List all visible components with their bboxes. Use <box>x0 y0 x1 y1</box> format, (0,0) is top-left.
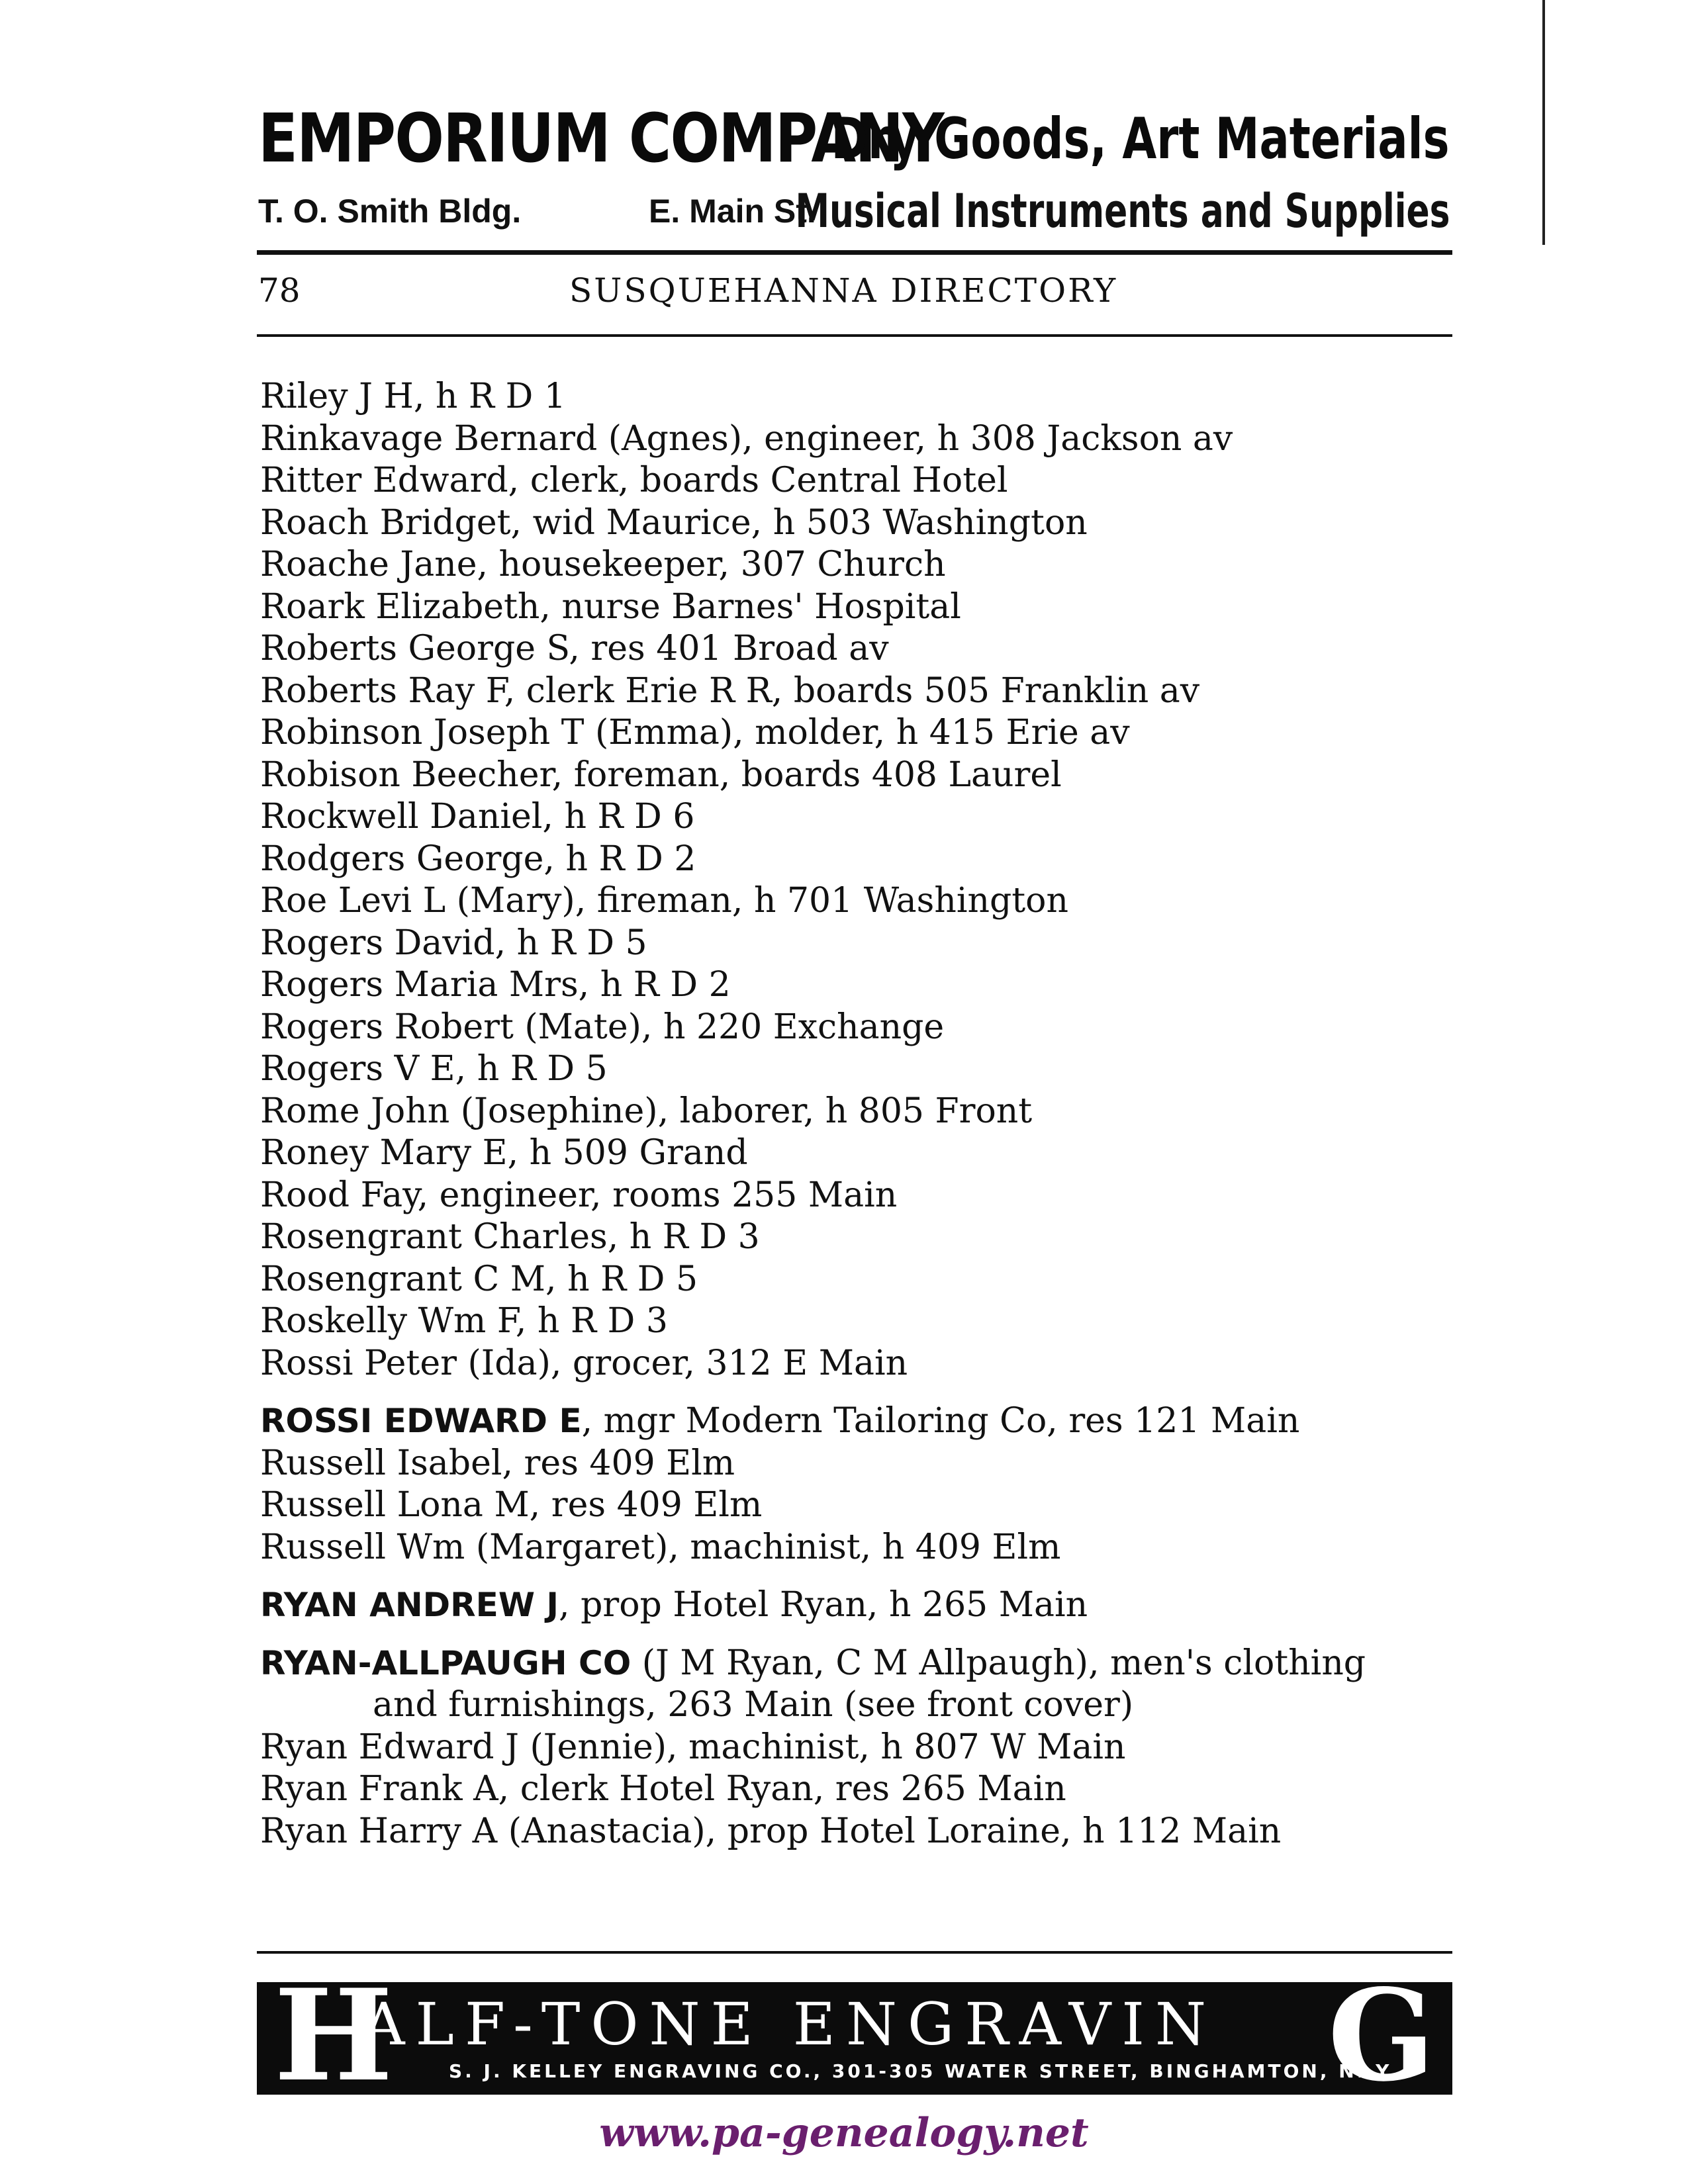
directory-title: SUSQUEHANNA DIRECTORY <box>569 271 1118 310</box>
list-item: ROSSI EDWARD E, mgr Modern Tailoring Co, res 121 Main <box>260 1401 1300 1441</box>
ad-title: ALF-TONE ENGRAVIN <box>363 1990 1217 2058</box>
running-head-rule <box>257 334 1452 337</box>
list-item: Ritter Edward, clerk, boards Central Hotel <box>260 461 1008 500</box>
list-item: Rossi Peter (Ida), grocer, 312 E Main <box>260 1343 908 1383</box>
company-name: EMPORIUM COMPANY <box>258 99 944 178</box>
list-item: Russell Lona M, res 409 Elm <box>260 1485 763 1525</box>
list-item: Ryan Frank A, clerk Hotel Ryan, res 265 Main <box>260 1769 1066 1809</box>
list-item-continuation: and furnishings, 263 Main (see front cover) <box>373 1685 1134 1725</box>
street-address: E. Main St. <box>649 193 816 230</box>
directory-entries <box>260 376 1465 1852</box>
header-rule <box>257 250 1452 255</box>
list-item: Ryan Edward J (Jennie), machinist, h 807 W Main <box>260 1727 1126 1767</box>
instruments-line: Musical Instruments and Supplies <box>794 184 1450 238</box>
ad-initial-letter: H <box>274 1962 393 2109</box>
list-item: Rodgers George, h R D 2 <box>260 839 696 879</box>
list-item: Rood Fay, engineer, rooms 255 Main <box>260 1175 898 1215</box>
ad-final-letter: G <box>1327 1962 1435 2109</box>
list-item: Roark Elizabeth, nurse Barnes' Hospital <box>260 586 961 627</box>
list-item: Roberts Ray F, clerk Erie R R, boards 505 Franklin av <box>260 670 1200 711</box>
list-item: Rogers V E, h R D 5 <box>260 1049 608 1089</box>
list-item: Rosengrant Charles, h R D 3 <box>260 1217 760 1257</box>
website-link[interactable]: www.pa-genealogy.net <box>599 2110 1089 2156</box>
list-item: Russell Isabel, res 409 Elm <box>260 1443 735 1483</box>
list-item: Robison Beecher, foreman, boards 408 Laurel <box>260 754 1062 795</box>
list-item: Rinkavage Bernard (Agnes), engineer, h 308 Jackson av <box>260 418 1233 459</box>
footer-rule <box>257 1951 1452 1954</box>
list-item: Rosengrant C M, h R D 5 <box>260 1259 698 1299</box>
header-advertisement <box>258 99 1450 245</box>
entry-bold-name: RYAN-ALLPAUGH CO <box>260 1643 632 1682</box>
list-item: Robinson Joseph T (Emma), molder, h 415 Erie av <box>260 713 1130 752</box>
ad-subtitle: S. J. KELLEY ENGRAVING CO., 301-305 WATER STREET, BINGHAMTON, N. Y. <box>449 2060 1399 2082</box>
list-item: Rome John (Josephine), laborer, h 805 Front <box>260 1091 1033 1131</box>
list-item: Rogers David, h R D 5 <box>260 923 647 963</box>
list-item: Rogers Robert (Mate), h 220 Exchange <box>260 1007 945 1047</box>
list-item: RYAN-ALLPAUGH CO (J M Ryan, C M Allpaugh), men's clothing <box>260 1643 1366 1683</box>
page-number: 78 <box>258 271 301 310</box>
goods-line: Dry Goods, Art Materials <box>831 106 1450 172</box>
list-item: Roskelly Wm F, h R D 3 <box>260 1301 668 1341</box>
list-item: Roney Mary E, h 509 Grand <box>260 1133 748 1173</box>
list-item: Riley J H, h R D 1 <box>260 377 566 416</box>
list-item: Ryan Harry A (Anastacia), prop Hotel Loraine, h 112 Main <box>260 1811 1282 1851</box>
list-item: Rockwell Daniel, h R D 6 <box>260 797 695 837</box>
list-item: Russell Wm (Margaret), machinist, h 409 Elm <box>260 1527 1061 1567</box>
list-item: Roache Jane, housekeeper, 307 Church <box>260 545 946 584</box>
list-item: Rogers Maria Mrs, h R D 2 <box>260 965 731 1005</box>
engraving-advertisement <box>257 1962 1452 2109</box>
list-item: Roach Bridget, wid Maurice, h 503 Washington <box>260 502 1088 543</box>
entry-bold-name: RYAN ANDREW J <box>260 1586 559 1624</box>
running-head <box>258 271 1450 324</box>
margin-rule <box>1542 0 1545 245</box>
list-item: RYAN ANDREW J, prop Hotel Ryan, h 265 Main <box>260 1585 1088 1625</box>
list-item: Roe Levi L (Mary), fireman, h 701 Washington <box>260 881 1068 921</box>
list-item: Roberts George S, res 401 Broad av <box>260 629 889 668</box>
building-address: T. O. Smith Bldg. <box>258 193 522 230</box>
entry-bold-name: ROSSI EDWARD E <box>260 1402 582 1440</box>
